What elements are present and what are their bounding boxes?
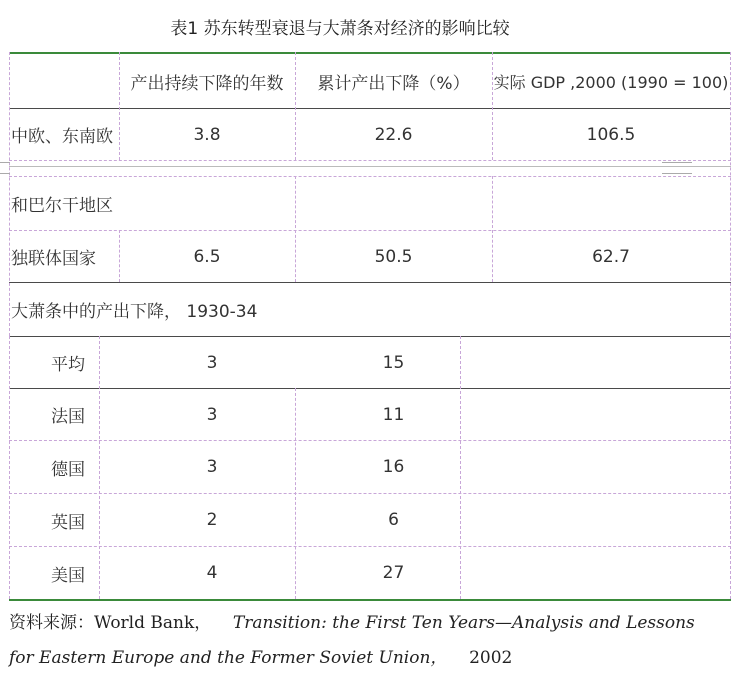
row-label-france: 法国 <box>51 407 85 427</box>
row-label-uk: 英国 <box>51 512 85 533</box>
header-decline: 累计产出下降（%） <box>317 73 470 94</box>
column-guide <box>730 336 731 599</box>
cell-decline: 22.6 <box>374 124 413 145</box>
table-caption: 表1 苏东转型衰退与大萧条对经济的影响比较 <box>170 19 510 39</box>
source-title-line1: Transition: the First Ten Years—Analysis and Lessons <box>232 613 695 633</box>
cell-decline: 16 <box>382 457 405 477</box>
row-divider <box>9 160 731 161</box>
cell-years: 4 <box>206 563 218 583</box>
comparison-table <box>9 52 731 601</box>
source-prefix: 资料来源： <box>9 613 94 633</box>
table-resize-handle-left[interactable] <box>0 162 10 174</box>
table-resize-handle-right[interactable] <box>662 162 692 174</box>
source-year: 2002 <box>469 648 513 668</box>
cell-decline: 11 <box>382 404 405 425</box>
source-publisher: World Bank， <box>94 613 212 633</box>
header-years: 产出持续下降的年数 <box>130 73 284 94</box>
row-label-average: 平均 <box>51 355 85 375</box>
row-label-germany: 德国 <box>51 459 85 480</box>
column-guide <box>730 52 731 336</box>
section-title-great-depression: 大萧条中的产出下降， 1930-34 <box>11 302 258 322</box>
row-label-central-europe: 中欧、东南欧 <box>11 127 113 147</box>
table-bottom-rule <box>9 599 731 601</box>
page-break-line <box>9 166 731 167</box>
cell-years: 3 <box>206 457 218 477</box>
cell-decline: 6 <box>388 510 399 530</box>
cell-years: 3 <box>206 352 218 373</box>
cell-gdp: 106.5 <box>586 124 636 145</box>
source-line-1 <box>9 608 695 633</box>
cell-years: 3.8 <box>193 124 221 145</box>
source-title-line2: for Eastern Europe and the Former Soviet Union， <box>9 648 448 668</box>
row-label-usa: 美国 <box>51 565 85 586</box>
cell-gdp: 62.7 <box>592 246 630 267</box>
cell-years: 2 <box>206 510 218 530</box>
source-line-2 <box>9 643 512 668</box>
cell-years: 6.5 <box>193 246 221 267</box>
cell-years: 3 <box>206 404 218 425</box>
cell-decline: 15 <box>382 352 405 373</box>
cell-decline: 27 <box>382 563 405 583</box>
row-label-cis: 独联体国家 <box>11 249 96 269</box>
cell-decline: 50.5 <box>374 246 413 267</box>
row-label-balkans: 和巴尔干地区 <box>11 196 113 216</box>
header-gdp: 实际 GDP ,2000 (1990 = 100) <box>493 72 729 92</box>
